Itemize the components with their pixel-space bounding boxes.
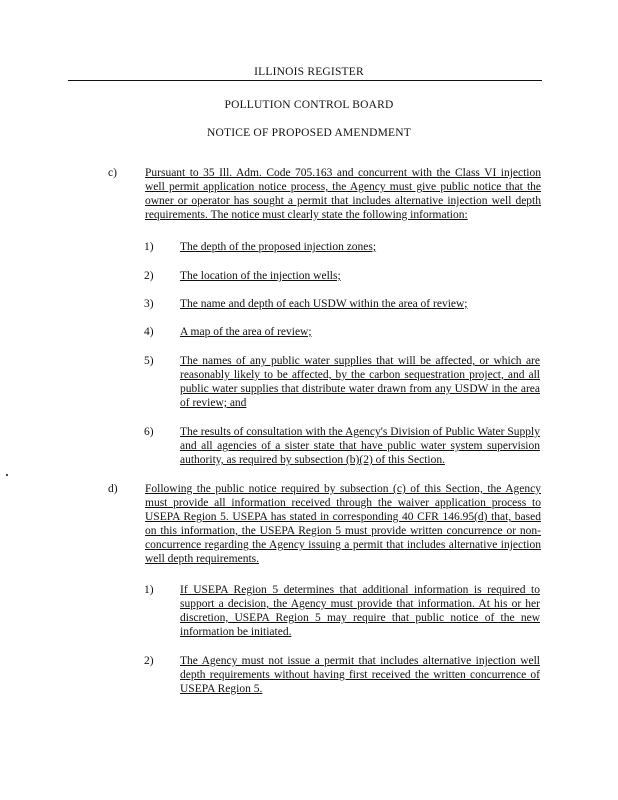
item-c5-body: The names of any public water supplies that will be affected, or which are reasonably likely to be affected, by the carbon sequestration project, and all public water supplies that distribute water drawn from any USDW in the area of review; and bbox=[180, 355, 540, 409]
item-c2-text bbox=[180, 269, 540, 283]
item-c4-body: A map of the area of review; bbox=[180, 326, 312, 338]
register-title: ILLINOIS REGISTER bbox=[254, 66, 364, 78]
item-d1-label: 1) bbox=[144, 584, 154, 596]
section-d-label: d) bbox=[108, 483, 118, 495]
item-c3-label: 3) bbox=[144, 298, 154, 310]
item-c1-text bbox=[180, 240, 540, 254]
item-d2-text bbox=[180, 654, 540, 696]
item-c4-text bbox=[180, 325, 540, 339]
item-c4-label: 4) bbox=[144, 326, 154, 338]
notice-title: NOTICE OF PROPOSED AMENDMENT bbox=[207, 127, 411, 139]
item-c6-text bbox=[180, 425, 540, 467]
item-c5-label: 5) bbox=[144, 355, 154, 367]
item-d2-label: 2) bbox=[144, 655, 154, 667]
section-d-text bbox=[145, 482, 541, 566]
item-c3-text bbox=[180, 297, 540, 311]
section-c-label: c) bbox=[108, 167, 117, 179]
section-c-body: Pursuant to 35 Ill. Adm. Code 705.163 and concurrent with the Class VI injection well permit application notice process, the Agency must give public notice that the owner or operator has sought a permit that includes alternative injection well depth requirements. The notice must clearly state the following information: bbox=[145, 167, 541, 221]
item-c2-label: 2) bbox=[144, 270, 154, 282]
item-c6-body: The results of consultation with the Agency's Division of Public Water Supply and all agencies of a sister state that have public water system supervision authority, as required by subsection (b)(2) of this Section. bbox=[180, 426, 540, 466]
section-d-body: Following the public notice required by subsection (c) of this Section, the Agency must provide all information received through the waiver application process to USEPA Region 5. USEPA has stated in corresponding 40 CFR 146.95(d) that, based on this information, the USEPA Region 5 must provide written concurrence or non-concurrence regarding the Agency issuing a permit that includes alternative injection well depth requirements. bbox=[145, 483, 541, 565]
board-title: POLLUTION CONTROL BOARD bbox=[224, 99, 394, 111]
item-d2-body: The Agency must not issue a permit that includes alternative injection well depth requirements without having first received the written concurrence of USEPA Region 5. bbox=[180, 655, 540, 695]
margin-mark bbox=[6, 474, 8, 476]
item-c6-label: 6) bbox=[144, 426, 154, 438]
item-c3-body: The name and depth of each USDW within the area of review; bbox=[180, 298, 468, 310]
item-c5-text bbox=[180, 354, 540, 410]
item-c1-label: 1) bbox=[144, 241, 154, 253]
item-d1-body: If USEPA Region 5 determines that additional information is required to support a decision, the Agency must provide that information. At his or her discretion, USEPA Region 5 may require that public notice of the new information be initiated. bbox=[180, 584, 540, 638]
item-c2-body: The location of the injection wells; bbox=[180, 270, 341, 282]
item-c1-body: The depth of the proposed injection zones; bbox=[180, 241, 377, 253]
section-c-text bbox=[145, 166, 541, 222]
header-rule bbox=[68, 80, 542, 81]
item-d1-text bbox=[180, 583, 540, 639]
